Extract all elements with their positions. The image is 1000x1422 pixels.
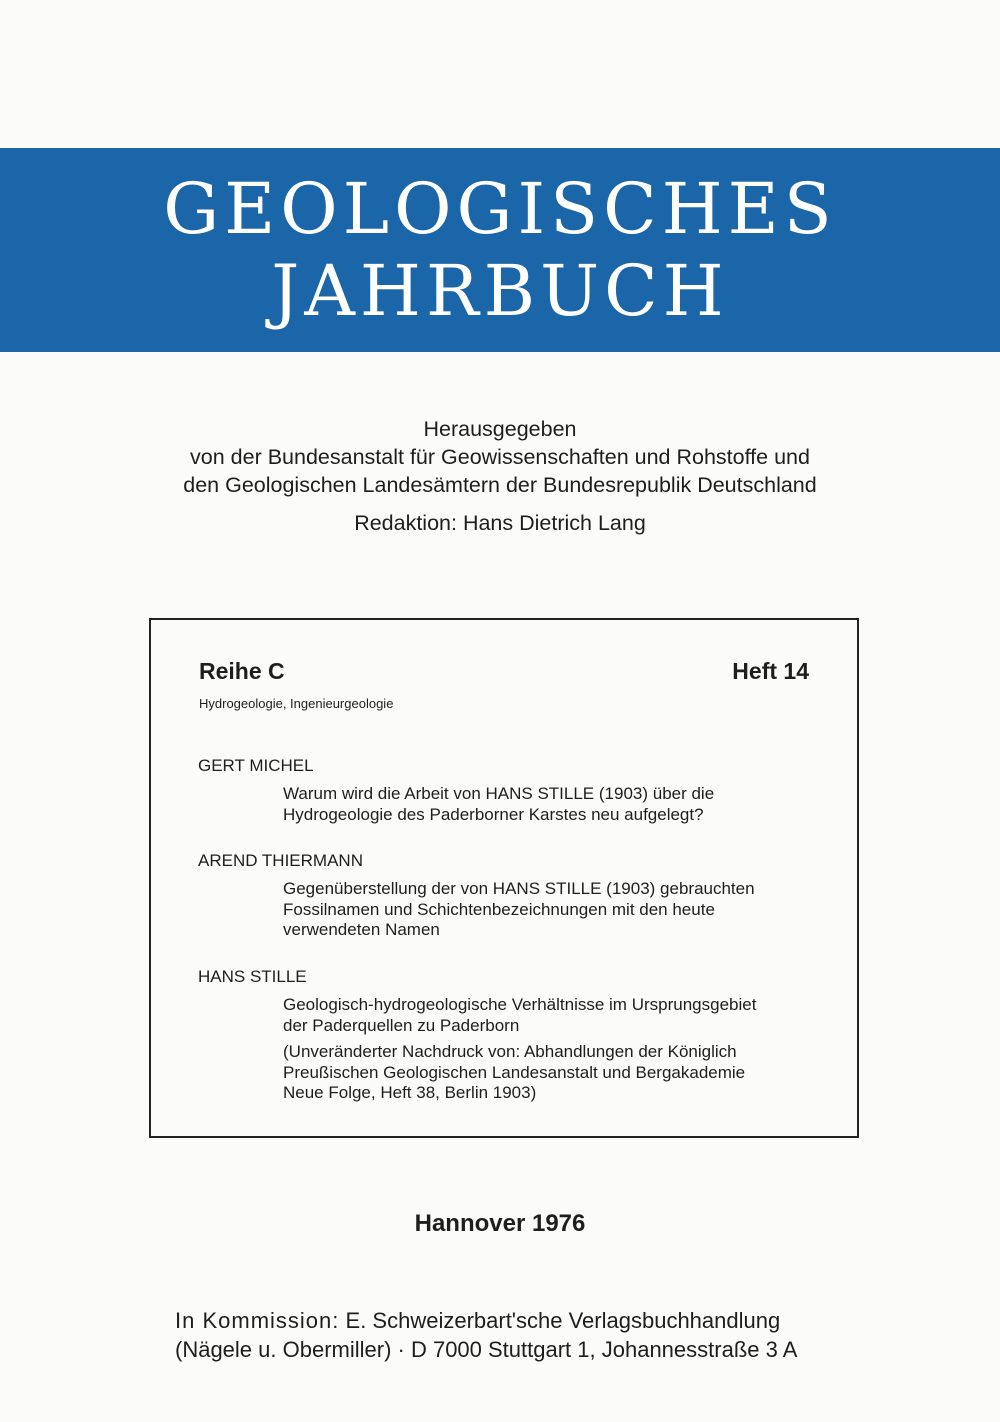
entry-title-line: Hydrogeologie des Paderborner Karstes neu aufgelegt?: [283, 804, 704, 824]
entry-title-line: verwendeten Namen: [283, 920, 440, 939]
entry-title-line: Fossilnamen und Schichtenbezeichnungen mit den heute: [283, 899, 715, 919]
entry-author: AREND THIERMANN: [198, 851, 363, 870]
entry-note-line: Preußischen Geologischen Landesanstalt und Bergakademie: [283, 1062, 746, 1082]
entry-title-line: der Paderquellen zu Paderborn: [283, 1015, 520, 1035]
entry-title-line: Warum wird die Arbeit von HANS STILLE (1903) über die: [283, 784, 715, 803]
entry-title-line: Gegenüberstellung der von HANS STILLE (1903) gebrauchten: [283, 879, 755, 898]
contents-box: [149, 618, 859, 1138]
entry-note: [283, 1042, 745, 1104]
journal-title-line-2: JAHRBUCH: [271, 250, 729, 332]
entry-title: [283, 879, 755, 941]
journal-title-line-1: GEOLOGISCHES: [163, 168, 837, 250]
place-year: Hannover 1976: [414, 1210, 586, 1237]
publisher-line-2: von der Bundesanstalt für Geowissenschaften und Rohstoffe und: [190, 445, 810, 469]
imprint-line-2: (Nägele u. Obermiller) · D 7000 Stuttgart 1, Johannesstraße 3 A: [175, 1337, 798, 1362]
entry-title-line: Geologisch-hydrogeologische Verhältnisse im Ursprungsgebiet: [283, 995, 757, 1014]
subject-label: Hydrogeologie, Ingenieurgeologie: [199, 696, 394, 711]
title-band: [0, 148, 1000, 352]
entry-note-line: (Unveränderter Nachdruck von: Abhandlungen der Königlich: [283, 1042, 737, 1061]
issue-label: Heft 14: [732, 658, 809, 684]
entry-title: [283, 784, 714, 825]
imprint-label: In Kommission:: [175, 1308, 340, 1333]
imprint-line-1: [175, 1306, 797, 1335]
entry-note-line: Neue Folge, Heft 38, Berlin 1903): [283, 1083, 537, 1102]
publisher-line-3: den Geologischen Landesämtern der Bundesrepublik Deutschland: [183, 473, 817, 497]
entry-author: HANS STILLE: [198, 967, 307, 986]
entry-title: [283, 995, 756, 1036]
editor-line: Redaktion: Hans Dietrich Lang: [354, 511, 646, 535]
publisher-block: [0, 415, 1000, 537]
imprint-publisher: E. Schweizerbart'sche Verlagsbuchhandlung: [345, 1308, 781, 1333]
imprint-block: [175, 1306, 797, 1364]
series-label: Reihe C: [199, 658, 285, 684]
entry-author: GERT MICHEL: [198, 756, 314, 775]
publisher-line-1: Herausgegeben: [423, 417, 577, 441]
